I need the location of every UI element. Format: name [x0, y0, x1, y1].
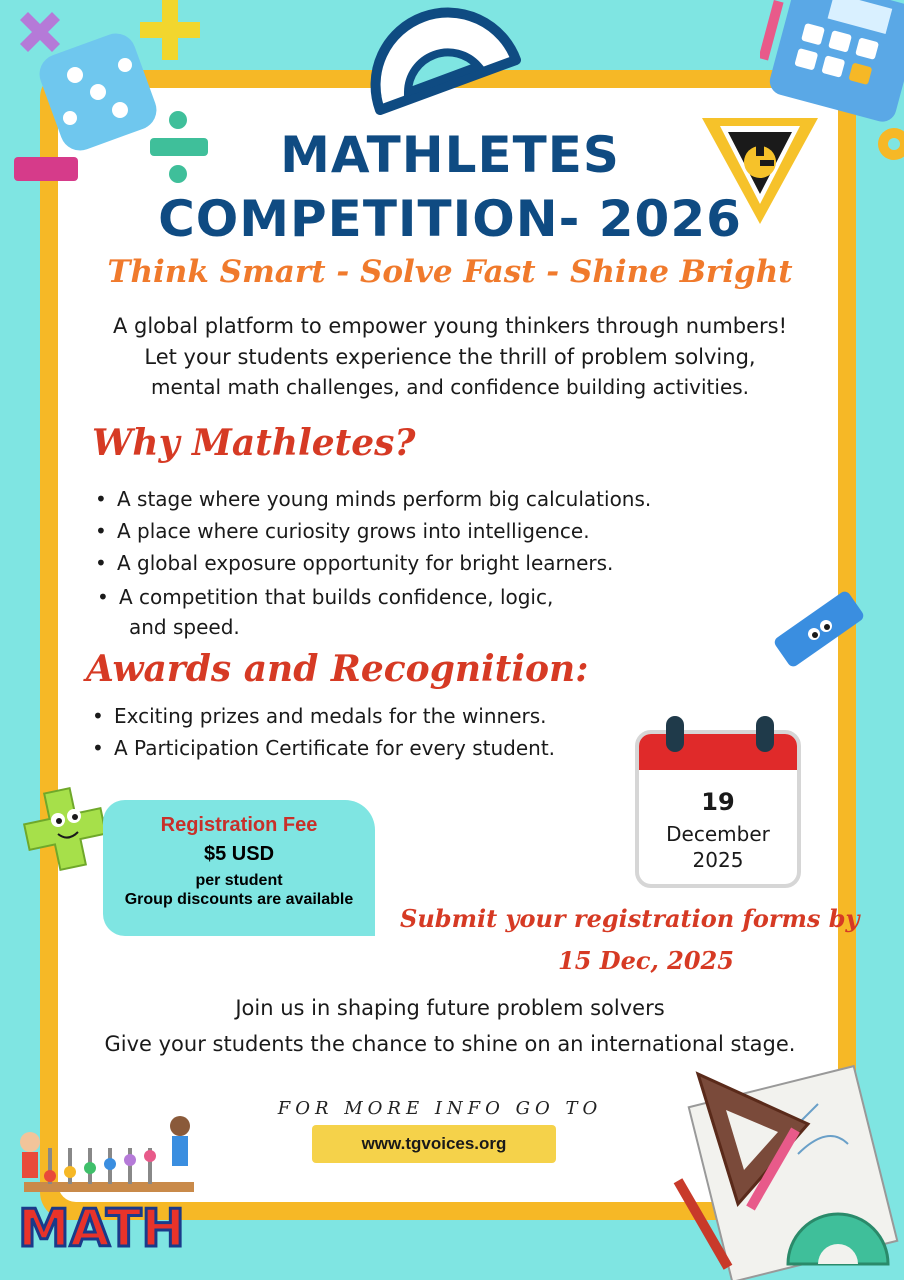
plus-icon — [140, 0, 200, 60]
intro-line: mental math challenges, and confidence building activities. — [150, 375, 750, 399]
awards-bullet: • Exciting prizes and medals for the winners. — [92, 704, 547, 728]
awards-bullet: • A Participation Certificate for every student. — [92, 736, 556, 760]
ruler-icon — [764, 582, 874, 682]
fee-discount: Group discounts are available — [124, 891, 354, 908]
math-sticker — [14, 1196, 194, 1256]
calendar-ring — [666, 716, 684, 752]
fee-per: per student — [195, 872, 283, 889]
tagline: Think Smart - Solve Fast - Shine Bright — [107, 254, 793, 290]
why-bullet-continuation: and speed. — [129, 615, 240, 639]
minus-icon — [12, 155, 82, 185]
swirl-icon — [868, 118, 904, 168]
website-link[interactable]: www.tgvoices.org — [312, 1125, 556, 1163]
protractor-icon — [368, 0, 528, 120]
multiply-icon — [10, 2, 70, 62]
why-bullet: • A competition that builds confidence, logic, — [97, 585, 554, 609]
calculator-icon — [760, 0, 904, 130]
fee-label: Registration Fee — [160, 814, 318, 836]
awards-heading: Awards and Recognition: — [86, 648, 589, 690]
plus-character-icon — [22, 786, 108, 876]
registration-fee-box — [103, 800, 375, 936]
why-bullet: • A global exposure opportunity for bright learners. — [95, 551, 614, 575]
why-heading: Why Mathletes? — [92, 422, 416, 464]
closing-line: Give your students the chance to shine on an international stage. — [104, 1032, 796, 1056]
math-sticker-text: MATH — [18, 1199, 185, 1256]
fee-amount: $5 USD — [203, 843, 275, 865]
submit-deadline-line1: Submit your registration forms by — [400, 904, 860, 933]
page-title-line2: COMPETITION- 2026 — [158, 190, 742, 248]
submit-deadline-date: 15 Dec, 2025 — [558, 946, 734, 975]
intro-line: A global platform to empower young thinkers through numbers! — [112, 314, 788, 338]
page-title-line1: MATHLETES — [280, 126, 620, 184]
calendar-day: 19 — [701, 788, 735, 816]
calendar-month: December — [666, 822, 770, 846]
why-bullet: • A stage where young minds perform big calculations. — [95, 487, 652, 511]
intro-line: Let your students experience the thrill of problem solving, — [144, 345, 756, 369]
more-info-label: FOR MORE INFO GO TO — [277, 1098, 603, 1119]
calendar-year: 2025 — [692, 848, 744, 872]
closing-line: Join us in shaping future problem solvers — [235, 996, 665, 1020]
geometry-tools-icon — [668, 1064, 904, 1280]
calendar-card — [635, 730, 801, 888]
calendar-ring — [756, 716, 774, 752]
why-bullet: • A place where curiosity grows into intelligence. — [95, 519, 590, 543]
